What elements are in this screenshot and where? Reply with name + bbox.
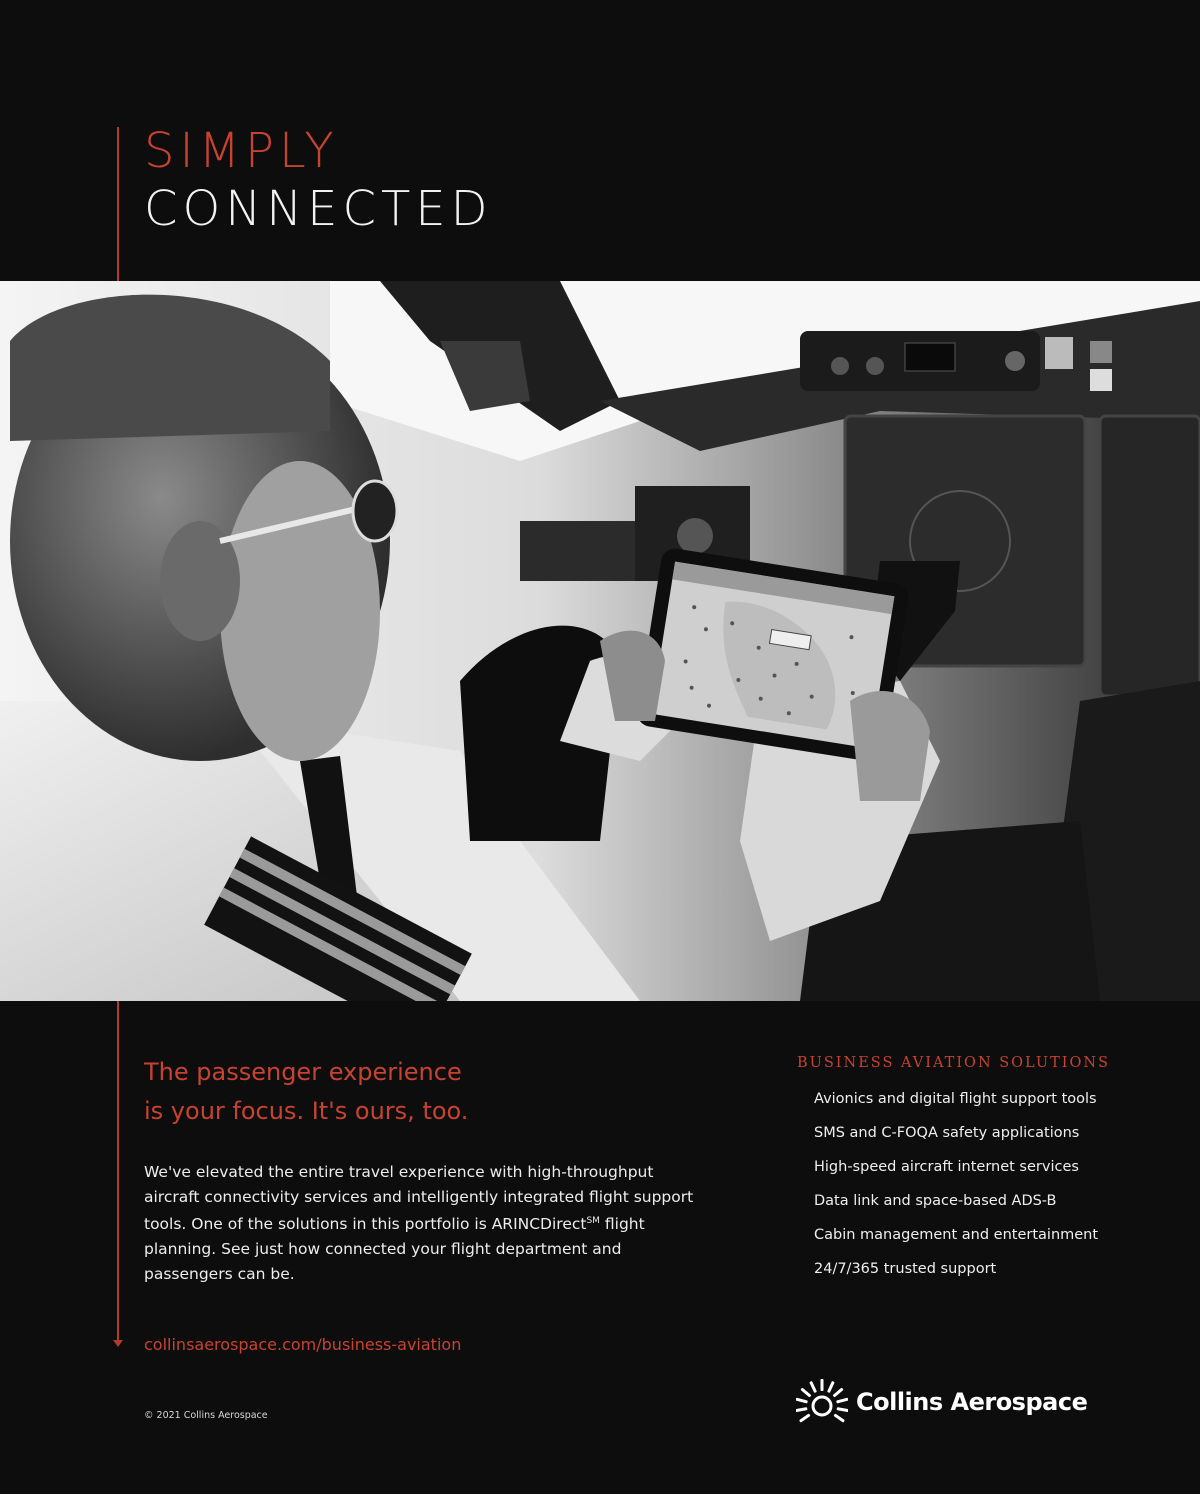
solution-item: 24/7/365 trusted support bbox=[814, 1261, 997, 1277]
solutions-title: BUSINESS AVIATION SOLUTIONS bbox=[797, 1055, 1111, 1071]
pilot-with-tablet-image bbox=[0, 281, 1200, 1001]
subheadline-line-1: The passenger experience bbox=[144, 1058, 462, 1086]
headline-line-2: CONNECTED bbox=[144, 181, 493, 237]
headline bbox=[144, 122, 493, 238]
subheadline bbox=[144, 1053, 704, 1131]
logo-wordmark: Collins Aerospace bbox=[856, 1388, 1088, 1416]
copyright-notice: © 2021 Collins Aerospace bbox=[144, 1410, 268, 1421]
collins-aerospace-logo bbox=[796, 1376, 1087, 1428]
solution-item: Avionics and digital flight support tools bbox=[814, 1091, 1097, 1107]
rule-arrow-icon bbox=[113, 1340, 123, 1347]
body-text-start: We've elevated the entire travel experience with high-throughput aircraft connectivity services and intelligently integrated flight support tools. One of the solutions in this portfolio is ARINCDirect bbox=[144, 1163, 694, 1234]
solution-item: Data link and space-based ADS-B bbox=[814, 1193, 1057, 1209]
solutions-list bbox=[814, 1087, 1098, 1291]
subheadline-line-2: is your focus. It's ours, too. bbox=[144, 1097, 469, 1125]
collins-sunburst-logo-icon bbox=[796, 1376, 848, 1428]
solution-item: Cabin management and entertainment bbox=[814, 1227, 1099, 1243]
body-copy bbox=[144, 1160, 704, 1286]
solution-item: High-speed aircraft internet services bbox=[814, 1159, 1079, 1175]
body-text-end: flight planning. See just how connected your flight department and passengers can be. bbox=[144, 1215, 645, 1283]
cockpit-photo bbox=[0, 281, 1200, 1001]
website-link[interactable]: collinsaerospace.com/business-aviation bbox=[144, 1335, 462, 1354]
solution-item: SMS and C-FOQA safety applications bbox=[814, 1125, 1080, 1141]
headline-line-1: SIMPLY bbox=[144, 123, 339, 179]
service-mark: SM bbox=[586, 1216, 600, 1227]
